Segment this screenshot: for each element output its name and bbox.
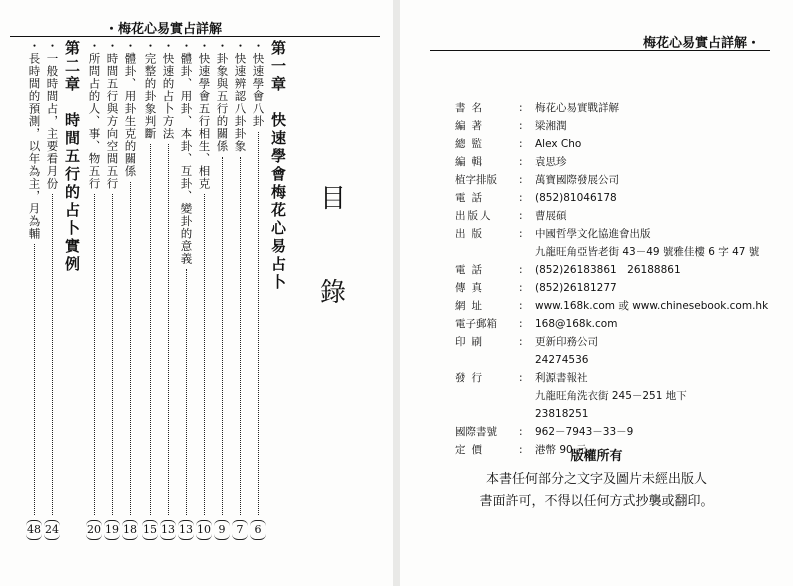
info-value: 萬寶國際發展公司	[535, 174, 619, 186]
toc-item-title: ・體卦、用卦生克的關係	[123, 40, 138, 178]
info-label: 總監	[455, 138, 488, 150]
info-value: 梁湘潤	[535, 120, 567, 132]
info-label: 編輯	[455, 156, 488, 168]
toc-page-number: 20	[86, 520, 102, 540]
toc-item-title: ・快速學會八卦	[251, 40, 266, 128]
toc-item-title: ・所問占的人、事、物五行	[87, 40, 102, 190]
toc-page-number: 6	[250, 520, 266, 540]
info-value: 梅花心易實戰詳解	[535, 102, 619, 114]
info-value: (852)26181277	[535, 282, 617, 294]
info-label: 書名	[455, 102, 488, 114]
info-value: 九龍旺角亞皆老街 43－49 號雅佳樓 6 字 47 號	[535, 246, 760, 258]
toc-item-title: ・完整的卦象判斷	[143, 40, 158, 140]
info-value: 962－7943－33－9	[535, 426, 634, 438]
dot-leader	[168, 144, 169, 515]
info-value: 中國哲學文化協進會出版	[535, 228, 651, 240]
toc-item-title: ・快速學會五行相生、相克	[197, 40, 212, 190]
toc-page-number: 7	[232, 520, 248, 540]
chapter-title: 第一章 快速學會梅花心易占卜	[269, 40, 287, 292]
dot-leader	[186, 269, 187, 515]
info-value: 168@168k.com	[535, 318, 618, 330]
info-colon: :	[519, 120, 523, 132]
info-value: (852)26183861 26188861	[535, 264, 681, 276]
dot-leader	[150, 144, 151, 515]
rights-line: 本書任何部分之文字及圖片未經出版人	[485, 472, 707, 487]
info-value: (852)81046178	[535, 192, 617, 204]
dot-leader	[222, 157, 223, 516]
info-value: 曹展碩	[535, 210, 567, 222]
toc-page-number: 13	[178, 520, 194, 540]
info-label: 出版人	[455, 210, 493, 222]
info-colon: :	[519, 372, 523, 384]
dot-leader	[240, 157, 241, 516]
info-label: 編著	[455, 120, 488, 132]
info-colon: :	[519, 264, 523, 276]
toc-item-title: ・體卦、用卦、本卦、互卦、變卦的意義	[179, 40, 194, 265]
info-colon: :	[519, 192, 523, 204]
info-label: 電子郵箱	[455, 318, 497, 330]
toc-item-title: ・快速的占卜方法	[161, 40, 176, 140]
running-header: 梅花心易實占詳解・	[642, 36, 760, 51]
header-rule	[10, 36, 380, 37]
info-colon: :	[519, 444, 523, 456]
toc-item-title: ・一般時間占，主要看月份	[45, 40, 60, 190]
info-colon: :	[519, 228, 523, 240]
toc-item-title: ・快速辨認八卦卦象	[233, 40, 248, 153]
rights-title: 版權所有	[570, 449, 623, 464]
dot-leader	[258, 132, 259, 516]
right-page	[400, 0, 793, 586]
info-colon: :	[519, 300, 523, 312]
info-label: 植字排版	[455, 174, 497, 186]
info-label: 傳真	[455, 282, 488, 294]
toc-item-title: ・卦象與五行的關係	[215, 40, 230, 153]
info-colon: :	[519, 336, 523, 348]
toc-page-number: 24	[44, 520, 60, 540]
dot-leader	[204, 194, 205, 515]
dot-leader	[130, 182, 131, 516]
info-value: 24274536	[535, 354, 589, 366]
toc-page-number: 10	[196, 520, 212, 540]
info-label: 電話	[455, 264, 488, 276]
info-value: 更新印務公司	[535, 336, 598, 348]
info-value: www.168k.com 或 www.chinesebook.com.hk	[535, 300, 769, 312]
dot-leader	[94, 194, 95, 515]
info-colon: :	[519, 426, 523, 438]
dot-leader	[112, 194, 113, 515]
info-value: 利源書報社	[535, 372, 588, 384]
running-header: ・梅花心易實占詳解	[105, 22, 223, 37]
info-label: 印刷	[455, 336, 488, 348]
toc-page-number: 15	[142, 520, 158, 540]
info-colon: :	[519, 282, 523, 294]
toc-page-number: 13	[160, 520, 176, 540]
info-label: 電話	[455, 192, 488, 204]
info-colon: :	[519, 102, 523, 114]
info-label: 定價	[455, 444, 488, 456]
toc-item-title: ・長時間的預測，以年為主，月為輔	[27, 40, 42, 240]
toc-page-number: 19	[104, 520, 120, 540]
info-value: 九龍旺角洗衣街 245－251 地下	[535, 390, 687, 402]
info-value: 23818251	[535, 408, 589, 420]
toc-page-number: 9	[214, 520, 230, 540]
info-label: 發行	[455, 372, 488, 384]
toc-page-number: 18	[122, 520, 138, 540]
info-colon: :	[519, 174, 523, 186]
dot-leader	[52, 194, 53, 515]
toc-heading-char: 目	[320, 184, 347, 214]
info-value: 港幣 90 元	[535, 444, 587, 456]
info-value: Alex Cho	[535, 138, 582, 150]
info-colon: :	[519, 210, 523, 222]
info-colon: :	[519, 318, 523, 330]
info-label: 網址	[455, 300, 488, 312]
header-rule	[430, 50, 770, 51]
info-value: 袁思珍	[535, 156, 567, 168]
book-gutter	[393, 0, 400, 586]
toc-heading-char: 錄	[320, 278, 347, 308]
info-colon: :	[519, 156, 523, 168]
toc-item-title: ・時間五行與方向空間五行	[105, 40, 120, 190]
toc-page-number: 48	[26, 520, 42, 540]
info-label: 國際書號	[455, 426, 497, 438]
dot-leader	[34, 244, 35, 515]
chapter-title: 第二章 時間五行的占卜實例	[63, 40, 81, 274]
info-label: 出版	[455, 228, 488, 240]
rights-line: 書面許可，不得以任何方式抄襲或翻印。	[479, 494, 714, 509]
info-colon: :	[519, 138, 523, 150]
